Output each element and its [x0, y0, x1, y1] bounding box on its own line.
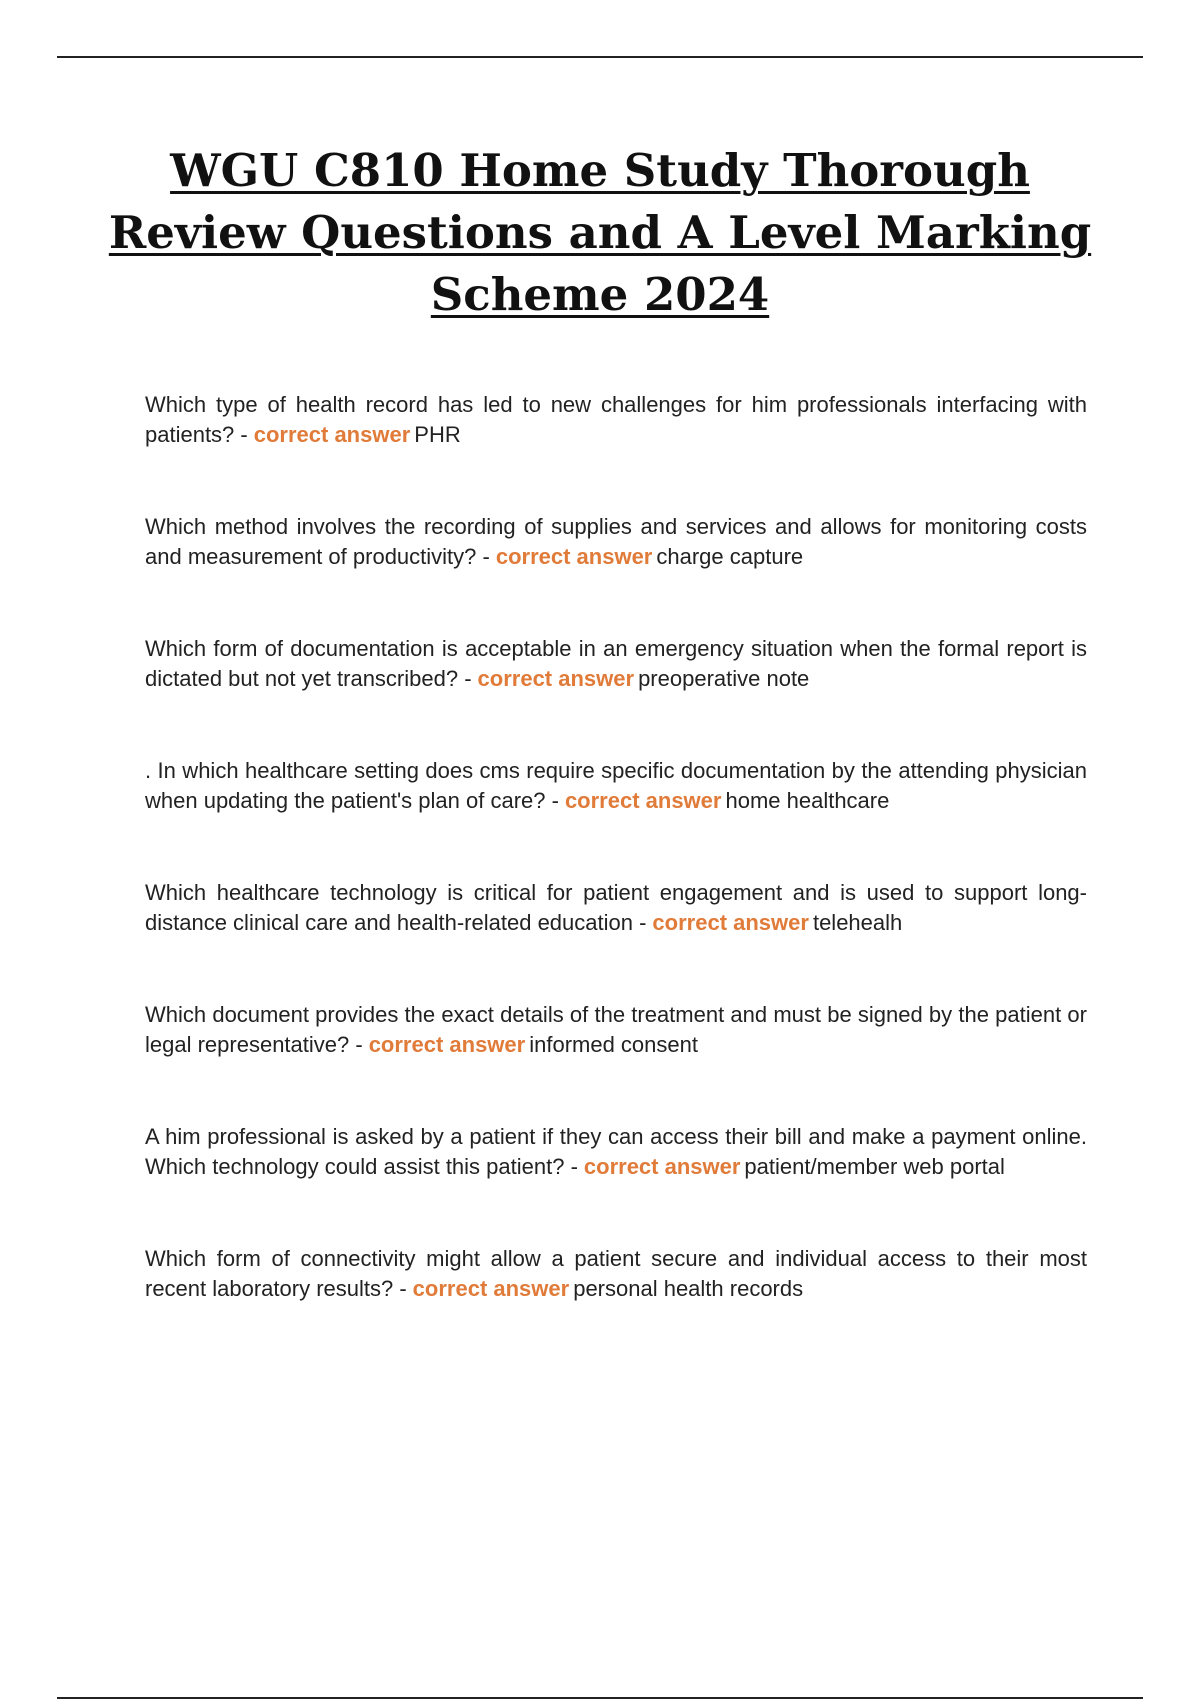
qa-item-5: [145, 878, 1087, 938]
answer-label: correct answer: [652, 910, 809, 935]
qa-item-6: [145, 1000, 1087, 1060]
answer-text: personal health records: [573, 1276, 804, 1301]
answer-label: correct answer: [253, 422, 411, 447]
question-text: Which healthcare technology is critical for patient engagement and is used to support long-distance clinical care and health-related education -: [145, 880, 1087, 935]
answer-label: correct answer: [477, 666, 635, 691]
answer-text: telehealh: [812, 910, 903, 935]
question-text: Which type of health record has led to new challenges for him professionals interfacing with patients? -: [145, 392, 1087, 447]
top-rule: [57, 56, 1143, 58]
answer-label: correct answer: [412, 1276, 570, 1301]
question-text: Which document provides the exact details of the treatment and must be signed by the patient or legal representative? -: [145, 1002, 1087, 1057]
qa-item-8: [145, 1244, 1087, 1304]
answer-label: correct answer: [495, 544, 653, 569]
document-title: WGU C810 Home Study Thorough Review Questions and A Level Marking Scheme 2024: [108, 144, 1092, 321]
qa-item-2: [145, 512, 1087, 572]
qa-item-3: [145, 634, 1087, 694]
answer-label: correct answer: [368, 1032, 526, 1057]
answer-label: correct answer: [583, 1154, 741, 1179]
question-text: Which form of documentation is acceptable in an emergency situation when the formal report is dictated but not yet transcribed? -: [145, 636, 1087, 691]
answer-text: PHR: [414, 422, 461, 447]
answer-text: preoperative note: [638, 666, 810, 691]
answer-text: home healthcare: [725, 788, 890, 813]
qa-item-4: [145, 756, 1087, 816]
qa-item-1: [145, 390, 1087, 450]
answer-text: charge capture: [656, 544, 804, 569]
question-text: Which form of connectivity might allow a patient secure and individual access to their most recent laboratory results? -: [145, 1246, 1087, 1301]
answer-text: informed consent: [529, 1032, 698, 1057]
question-text: Which method involves the recording of supplies and services and allows for monitoring costs and measurement of productivity? -: [145, 514, 1087, 569]
question-text: A him professional is asked by a patient if they can access their bill and make a payment online. Which technology could assist this patient? -: [145, 1124, 1087, 1179]
question-list: [145, 390, 1087, 1304]
answer-text: patient/member web portal: [744, 1154, 1005, 1179]
answer-label: correct answer: [564, 788, 722, 813]
bottom-rule: [57, 1697, 1143, 1699]
qa-item-7: [145, 1122, 1087, 1182]
question-text: . In which healthcare setting does cms require specific documentation by the attending physician when updating the patient's plan of care? -: [145, 758, 1087, 813]
